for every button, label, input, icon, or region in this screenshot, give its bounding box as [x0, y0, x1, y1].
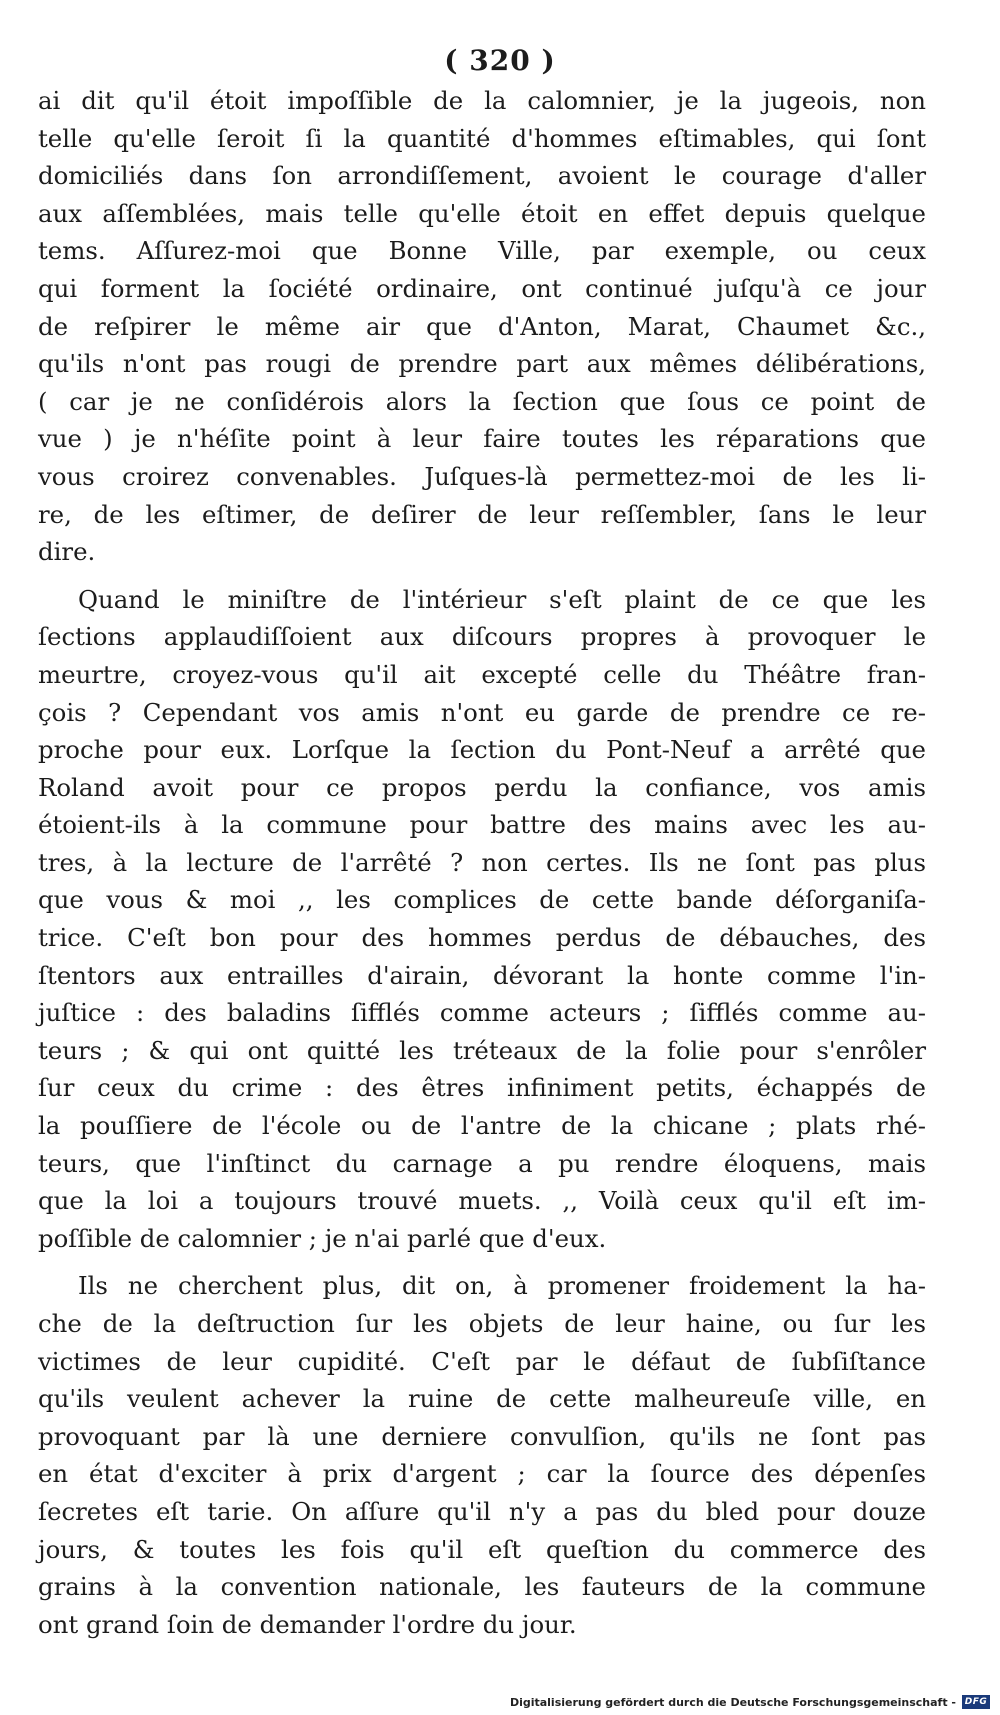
text-line: poſſible de calomnier ; je n'ai parlé que d'eux. — [38, 1223, 607, 1253]
text-line: provoquant par là une derniere convulſion, qu'ils ne ſont pas — [38, 1421, 926, 1451]
text-block — [38, 82, 926, 1643]
text-line: Roland avoit pour ce propos perdu la confiance, vos amis — [38, 772, 926, 802]
text-line: qu'ils n'ont pas rougi de prendre part aux mêmes délibérations, — [38, 349, 926, 379]
text-line: ſtentors aux entrailles d'airain, dévorant la honte comme l'in- — [38, 960, 926, 990]
text-line: vous croirez convenables. Juſques-là permettez-moi de les li- — [38, 461, 926, 491]
text-line: re, de les eſtimer, de deſirer de leur reſſembler, ſans le leur — [38, 499, 926, 529]
paragraph-3 — [38, 1267, 926, 1643]
text-line: que la loi a toujours trouvé muets. ,, Voilà ceux qu'il eſt im- — [38, 1186, 926, 1216]
text-line: ſur ceux du crime : des êtres infiniment petits, échappés de — [38, 1073, 926, 1103]
digitization-credit: Digitalisierung gefördert durch die Deutsche Forschungsgemeinschaft - — [509, 1695, 956, 1709]
text-line: telle qu'elle ſeroit ſi la quantité d'hommes eſtimables, qui ſont — [38, 123, 926, 153]
dfg-logo-icon: DFG — [962, 1695, 990, 1709]
page-number: ( 320 ) — [444, 44, 556, 77]
text-line: en état d'exciter à prix d'argent ; car la ſource des dépenſes — [38, 1459, 926, 1489]
text-line: grains à la convention nationale, les fauteurs de la commune — [38, 1572, 926, 1602]
text-line: domiciliés dans ſon arrondiſſement, avoient le courage d'aller — [38, 161, 926, 191]
text-line: che de la deſtruction ſur les objets de leur haine, ou ſur les — [38, 1309, 926, 1338]
paragraph-1 — [38, 82, 926, 571]
text-line: meurtre, croyez-vous qu'il ait excepté celle du Théâtre fran- — [38, 659, 926, 689]
text-line: aux aſſemblées, mais telle qu'elle étoit en effet depuis quelque — [38, 198, 926, 228]
text-line: ont grand ſoin de demander l'ordre du jour. — [38, 1609, 577, 1639]
digitization-footer — [510, 1695, 990, 1709]
text-line: dire. — [38, 537, 96, 567]
text-line: tems. Aſſurez-moi que Bonne Ville, par exemple, ou ceux — [38, 236, 926, 266]
text-line: victimes de leur cupidité. C'eſt par le défaut de ſubſiſtance — [38, 1346, 926, 1376]
text-line: ſecretes eſt tarie. On aſſure qu'il n'y a pas du bled pour douze — [38, 1496, 926, 1526]
text-line: jours, & toutes les fois qu'il eſt queſtion du commerce des — [38, 1534, 926, 1564]
text-line: teurs, que l'inſtinct du carnage a pu rendre éloquens, mais — [38, 1148, 926, 1178]
text-line: qui forment la ſociété ordinaire, ont continué juſqu'à ce jour — [38, 273, 926, 303]
text-line: de reſpirer le même air que d'Anton, Marat, Chaumet &c., — [38, 311, 926, 341]
text-line: Ils ne cherchent plus, dit on, à promener froidement la ha- — [78, 1271, 926, 1301]
text-line: Quand le miniſtre de l'intérieur s'eſt plaint de ce que les — [78, 584, 926, 614]
text-line: vue ) je n'héſite point à leur faire toutes les réparations que — [38, 424, 926, 454]
text-line: étoient-ils à la commune pour battre des mains avec les au- — [38, 810, 926, 840]
text-line: juſtice : des baladins ſifflés comme acteurs ; ſifflés comme au- — [38, 998, 926, 1028]
paragraph-2 — [38, 581, 926, 1258]
text-line: ſections applaudiſſoient aux diſcours propres à provoquer le — [38, 622, 926, 652]
text-line: qu'ils veulent achever la ruine de cette malheureuſe ville, en — [38, 1384, 926, 1414]
text-line: teurs ; & qui ont quitté les tréteaux de la folie pour s'enrôler — [38, 1035, 926, 1065]
text-line: que vous & moi ,, les complices de cette bande déſorganiſa- — [38, 885, 926, 915]
text-line: tres, à la lecture de l'arrêté ? non certes. Ils ne ſont pas plus — [38, 847, 926, 877]
text-line: la pouſſiere de l'école ou de l'antre de la chicane ; plats rhé- — [38, 1111, 926, 1141]
text-line: proche pour eux. Lorſque la ſection du Pont-Neuf a arrêté que — [38, 735, 926, 765]
text-line: çois ? Cependant vos amis n'ont eu garde de prendre ce re- — [38, 697, 926, 727]
text-line: trice. C'eſt bon pour des hommes perdus de débauches, des — [38, 923, 926, 953]
text-line: ( car je ne conſidérois alors la ſection que ſous ce point de — [38, 386, 926, 416]
text-line: ai dit qu'il étoit impoſſible de la calomnier, je la jugeois, non — [38, 86, 926, 115]
